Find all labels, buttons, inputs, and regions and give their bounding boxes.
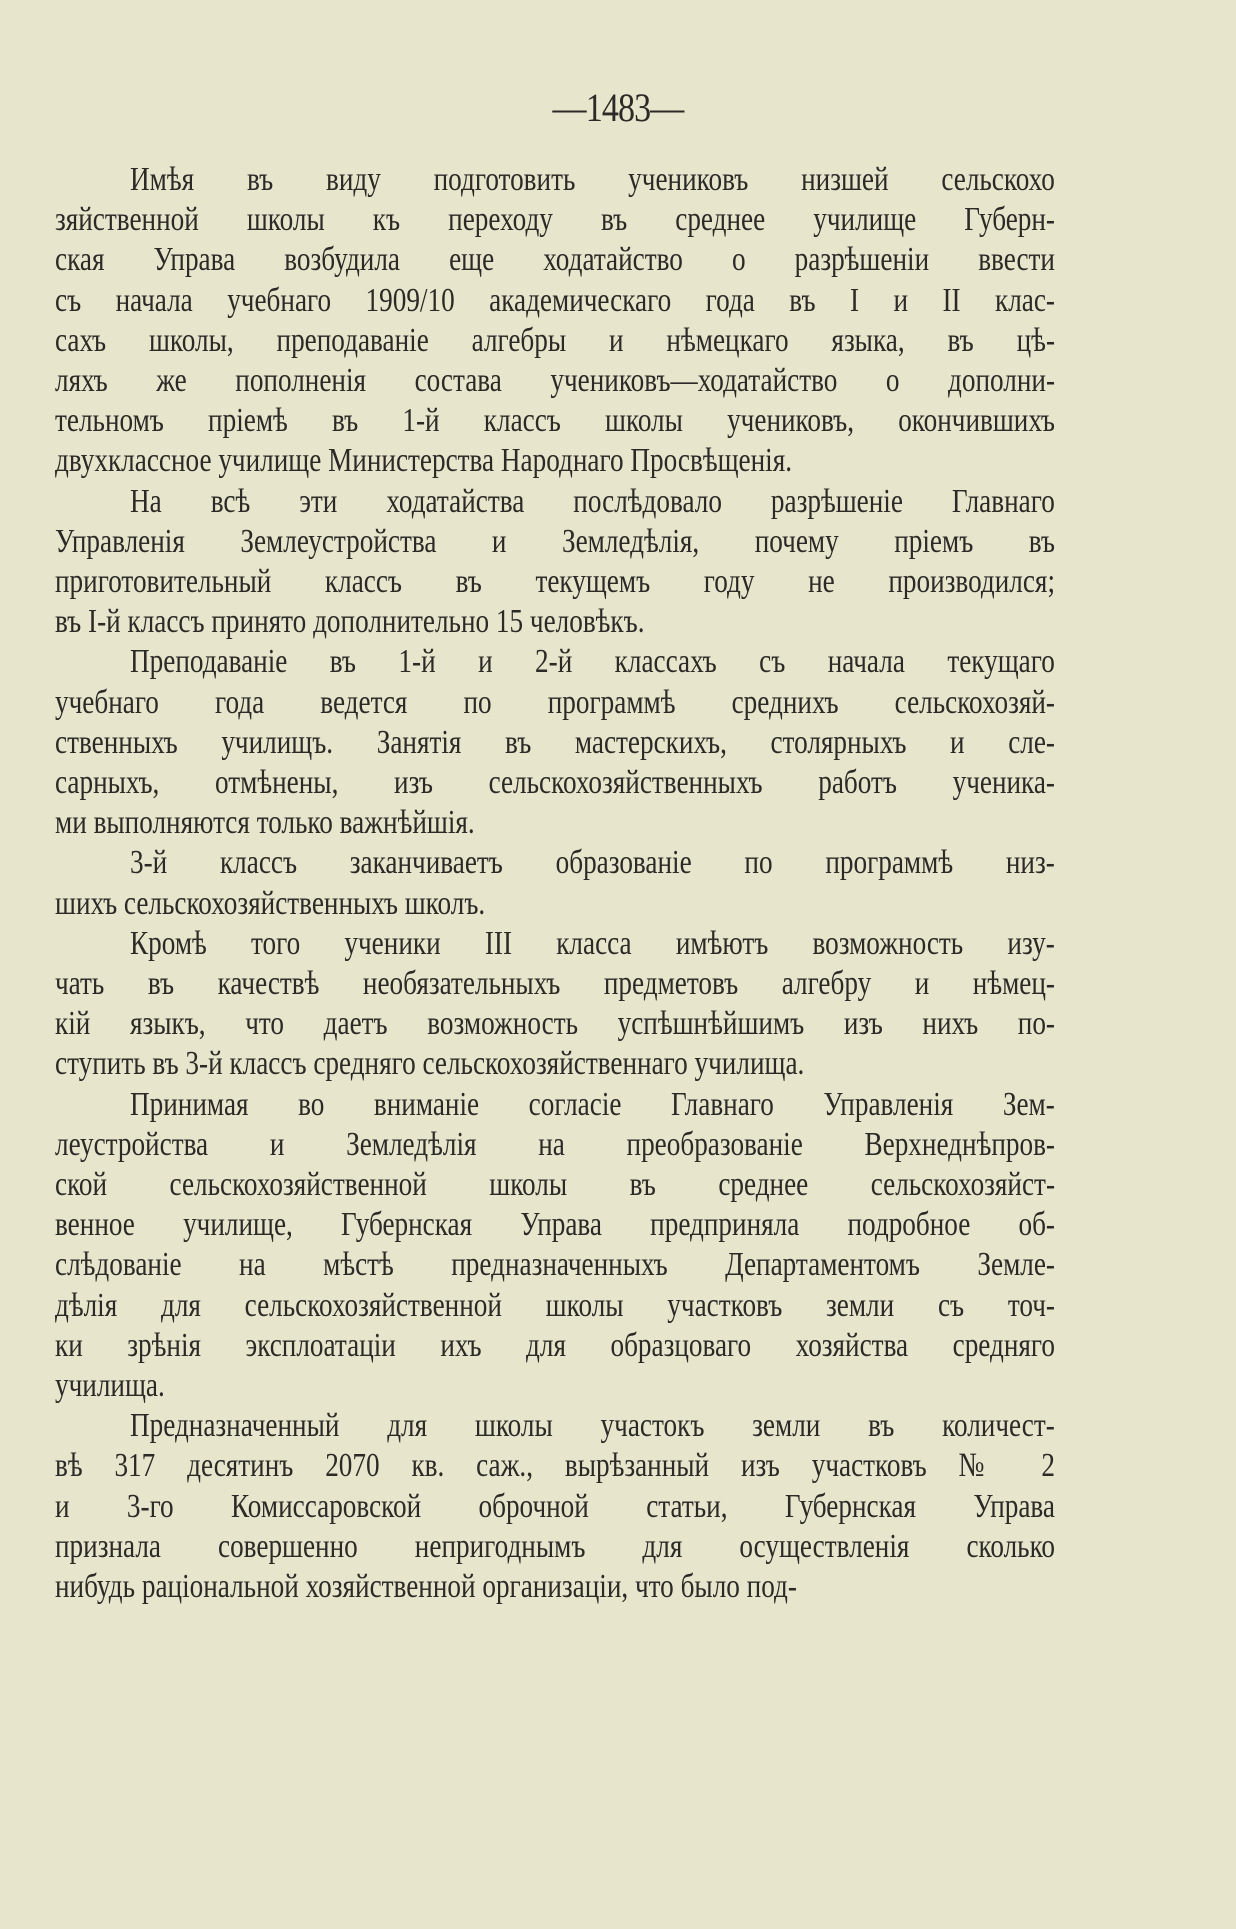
text-line: Кромѣ того ученики III класса имѣютъ возможность изу-: [130, 924, 1055, 962]
text-line: училища.: [55, 1367, 165, 1404]
text-line: зяйственной школы къ переходу въ среднее училище Губерн-: [55, 201, 1055, 239]
text-line: и 3-го Комиссаровской оброчной статьи, Губернская Управа: [55, 1487, 1055, 1525]
text-line: Управленія Землеустройства и Земледѣлія, почему пріемъ въ: [55, 522, 1055, 560]
text-line: съ начала учебнаго 1909/10 академическаго года въ I и II клас-: [55, 281, 1055, 319]
text-line: кій языкъ, что даетъ возможность успѣшнѣйшимъ изъ нихъ по-: [55, 1005, 1055, 1043]
text-line: чать въ качествѣ необязательныхъ предметовъ алгебру и нѣмец-: [55, 965, 1055, 1002]
text-line: учебнаго года ведется по программѣ среднихъ сельскохозяй-: [55, 683, 1055, 721]
text-line: На всѣ эти ходатайства послѣдовало разрѣшеніе Главнаго: [130, 482, 1055, 520]
text-line: сарныхъ, отмѣнены, изъ сельскохозяйственныхъ работъ ученика-: [55, 764, 1055, 801]
text-line: ляхъ же пополненія состава учениковъ—ходатайство о дополни-: [55, 362, 1055, 399]
text-line: венное училище, Губернская Управа предприняла подробное об-: [55, 1206, 1055, 1244]
text-line: ступить въ 3-й классъ средняго сельскохозяйственнаго училища.: [55, 1045, 805, 1083]
text-line: вѣ 317 десятинъ 2070 кв. саж., вырѣзанный изъ участковъ № 2: [55, 1447, 1055, 1485]
text-line: леустройства и Земледѣлія на преобразованіе Верхнеднѣпров-: [55, 1125, 1055, 1163]
text-line: ки зрѣнія эксплоатаціи ихъ для образцоваго хозяйства средняго: [55, 1326, 1055, 1364]
text-line: ская Управа возбудила еще ходатайство о разрѣшеніи ввести: [55, 241, 1055, 279]
text-line: дѣлія для сельскохозяйственной школы участковъ земли съ точ-: [55, 1286, 1055, 1324]
text-line: ской сельскохозяйственной школы въ среднее сельскохозяйст-: [55, 1166, 1055, 1203]
text-line: Принимая во вниманіе согласіе Главнаго Управленія Зем-: [130, 1085, 1055, 1123]
text-line: признала совершенно непригоднымъ для осуществленія сколько: [55, 1527, 1055, 1565]
text-line: шихъ сельскохозяйственныхъ школъ.: [55, 884, 486, 922]
text-line: ственныхъ училищъ. Занятія въ мастерскихъ, столярныхъ и сле-: [55, 723, 1055, 761]
text-line: ми выполняются только важнѣйшія.: [55, 804, 475, 842]
text-line: Предназначенный для школы участокъ земли въ количест-: [130, 1407, 1055, 1445]
text-line: въ I-й классъ принято дополнительно 15 человѣкъ.: [55, 603, 645, 641]
text-line: Преподаваніе въ 1-й и 2-й классахъ съ начала текущаго: [130, 643, 1055, 681]
text-line: Имѣя въ виду подготовить учениковъ низшей сельскохо: [130, 161, 1055, 198]
text-line: двухклассное училище Министерства Народнаго Просвѣщенія.: [55, 442, 793, 480]
text-line: приготовительный классъ въ текущемъ году не производился;: [55, 563, 1055, 600]
text-line: нибудь раціональной хозяйственной организаціи, что было под-: [55, 1568, 797, 1605]
text-line: 3-й классъ заканчиваетъ образованіе по программѣ низ-: [130, 844, 1055, 882]
page-number: —1483—: [552, 85, 684, 130]
text-line: тельномъ пріемѣ въ 1-й классъ школы учениковъ, окончившихъ: [55, 402, 1055, 440]
text-line: сахъ школы, преподаваніе алгебры и нѣмецкаго языка, въ цѣ-: [55, 321, 1055, 359]
text-line: слѣдованіе на мѣстѣ предназначенныхъ Департаментомъ Земле-: [55, 1246, 1055, 1284]
